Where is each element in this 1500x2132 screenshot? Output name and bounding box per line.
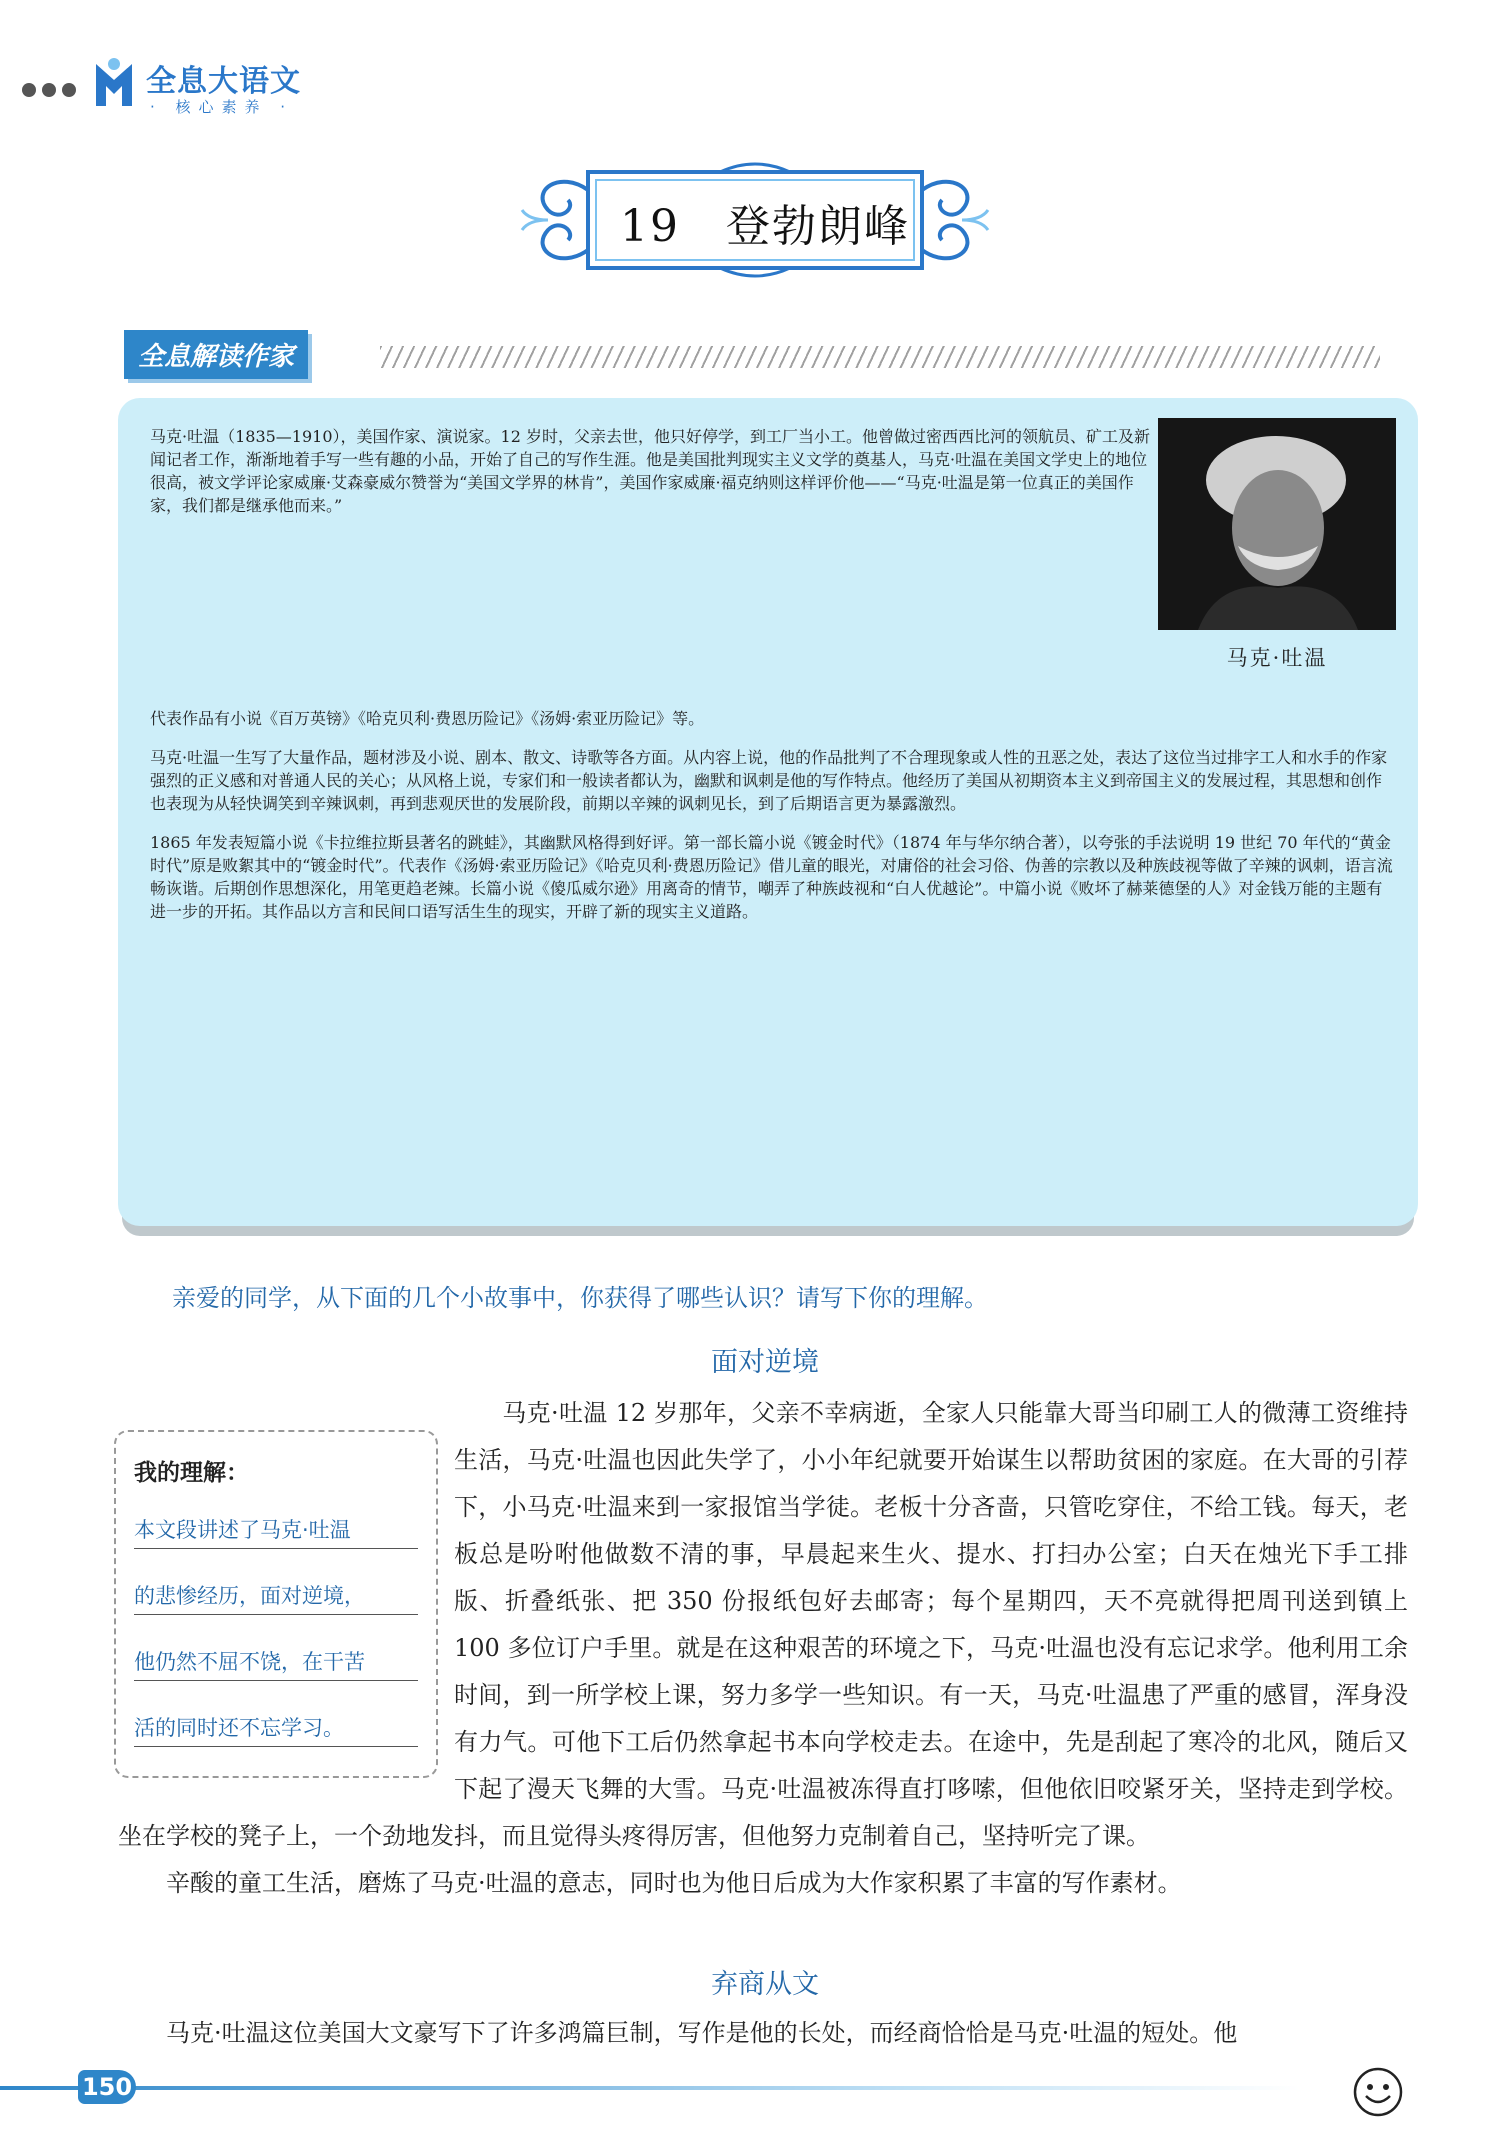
story-title-adversity: 面对逆境 — [711, 1347, 819, 1378]
note-line: 本文段讲述了马克·吐温 — [134, 1508, 418, 1549]
header-dots — [22, 82, 82, 101]
author-paragraph-2: 代表作品有小说《百万英镑》《哈克贝利·费恩历险记》《汤姆·索亚历险记》等。 — [150, 709, 705, 728]
story-text — [118, 1390, 1408, 1907]
author-photo — [1158, 418, 1396, 630]
story2-paragraph: 马克·吐温这位美国大文豪写下了许多鸿篇巨制，写作是他的长处，而经商恰恰是马克·吐温的短处。他 — [166, 2019, 1238, 2047]
story-title-career: 弃商从文 — [711, 1969, 819, 2000]
dot — [22, 83, 36, 97]
lesson-title: 19 登勃朗峰 — [620, 201, 910, 252]
story-conclusion: 辛酸的童工生活，磨炼了马克·吐温的意志，同时也为他日后成为大作家积累了丰富的写作素材。 — [166, 1869, 1182, 1897]
note-line: 活的同时还不忘学习。 — [134, 1706, 418, 1747]
author-paragraph-3: 马克·吐温一生写了大量作品，题材涉及小说、剧本、散文、诗歌等各方面。从内容上说，他的作品批判了不合理现象或人性的丑恶之处，表达了这位当过排字工人和水手的作家强烈的正义感和对普通人民的关心；从风格上说，专家们和一般读者都认为，幽默和讽刺是他的写作特点。他经历了美国从初期资本主义到帝国主义的发展过程，其思想和创作也表现为从轻快调笑到辛辣讽刺，再到悲观厌世的发展阶段，前期以辛辣的讽刺见长，到了后期语言更为暴露激烈。 — [150, 748, 1388, 813]
photo-caption: 马克·吐温 — [1226, 646, 1328, 670]
portrait-image — [1158, 418, 1396, 630]
brand-title: 全息大语文 — [146, 64, 301, 99]
note-line: 的悲惨经历，面对逆境， — [134, 1574, 418, 1615]
author-text-block-full — [150, 690, 1396, 938]
smiley-icon — [1352, 2066, 1404, 2118]
reading-prompt: 亲爱的同学，从下面的几个小故事中，你获得了哪些认识？请写下你的理解。 — [172, 1284, 988, 1312]
page-number: 150 — [78, 2070, 136, 2104]
story-paragraph-text: 马克·吐温 12 岁那年，父亲不幸病逝，全家人只能靠大哥当印刷工人的微薄工资维持生活，马克·吐温也因此失学了，小小年纪就要开始谋生以帮助贫困的家庭。在大哥的引荐下，小马克·吐温来到一家报馆当学徒。老板十分吝啬，只管吃穿住，不给工钱。每天，老板总是吩咐他做数不清的事，早晨起来生火、提水、打扫办公室；白天在烛光下手工排版、折叠纸张、把 350 份报纸包好去邮寄；每个星期四，天不亮就得把周刊送到镇上 100 多位订户手里。就是在这种艰苦的环境之下，马克·吐温也没有忘记求学。他利用工余时间，到一所学校上课，努力多学一些知识。有一天，马克·吐温患了严重的感冒，浑身没有力气。可他下工后仍然拿起书本向学校走去。在途中，先是刮起了寒冷的北风，随后又下起了漫天飞舞的大雪。马克·吐温被冻得直打哆嗦，但他依旧咬紧牙关，坚持走到学校。坐在学校的凳子上，一个劲地发抖，而且觉得头疼得厉害，但他努力克制着自己，坚持听完了课。 — [118, 1399, 1408, 1850]
dot — [42, 83, 56, 97]
author-paragraph-4: 1865 年发表短篇小说《卡拉维拉斯县著名的跳蛙》，其幽默风格得到好评。第一部长篇小说《镀金时代》（1874 年与华尔纳合著），以夸张的手法说明 19 世纪 70 年代的“黄金时代”原是败絮其中的“镀金时代”。代表作《汤姆·索亚历险记》《哈克贝利·费恩历险记》借儿童的眼光，对庸俗的社会习俗、伪善的宗教以及种族歧视等做了辛辣的讽刺，语言流畅诙谐。后期创作思想深化，用笔更趋老辣。长篇小说《傻瓜威尔逊》用离奇的情节，嘲弄了种族歧视和“白人优越论”。中篇小说《败坏了赫莱德堡的人》对金钱万能的主题有进一步的开拓。其作品以方言和民间口语写活生生的现实，开辟了新的现实主义道路。 — [150, 833, 1393, 921]
author-paragraph-1: 马克·吐温（1835—1910），美国作家、演说家。12 岁时，父亲去世，他只好停学，到工厂当小工。他曾做过密西西比河的领航员、矿工及新闻记者工作，渐渐地着手写一些有趣的小品，开始了自己的写作生涯。他是美国批判现实主义文学的奠基人，马克·吐温在美国文学史上的地位很高，被文学评论家威廉·艾森豪威尔赞誉为“美国文学界的林肯”，美国作家威廉·福克纳则这样评价他——“马克·吐温是第一位真正的美国作家，我们都是继承他而来。” — [150, 427, 1150, 515]
author-text-block — [150, 408, 1150, 532]
note-line: 他仍然不屈不饶，在干苦 — [134, 1640, 418, 1681]
text-wrap-spacer — [118, 1390, 454, 1774]
note-heading: 我的理解： — [134, 1460, 249, 1486]
tag-hatch-divider — [380, 346, 1380, 368]
brand-subtitle: · 核心素养 · — [150, 98, 294, 116]
footer-line — [0, 2086, 1300, 2090]
story2-text-block — [118, 2010, 1408, 2057]
dot — [62, 83, 76, 97]
section-tag: 全息解读作家 — [124, 330, 308, 379]
brand-logo-icon — [92, 56, 136, 112]
